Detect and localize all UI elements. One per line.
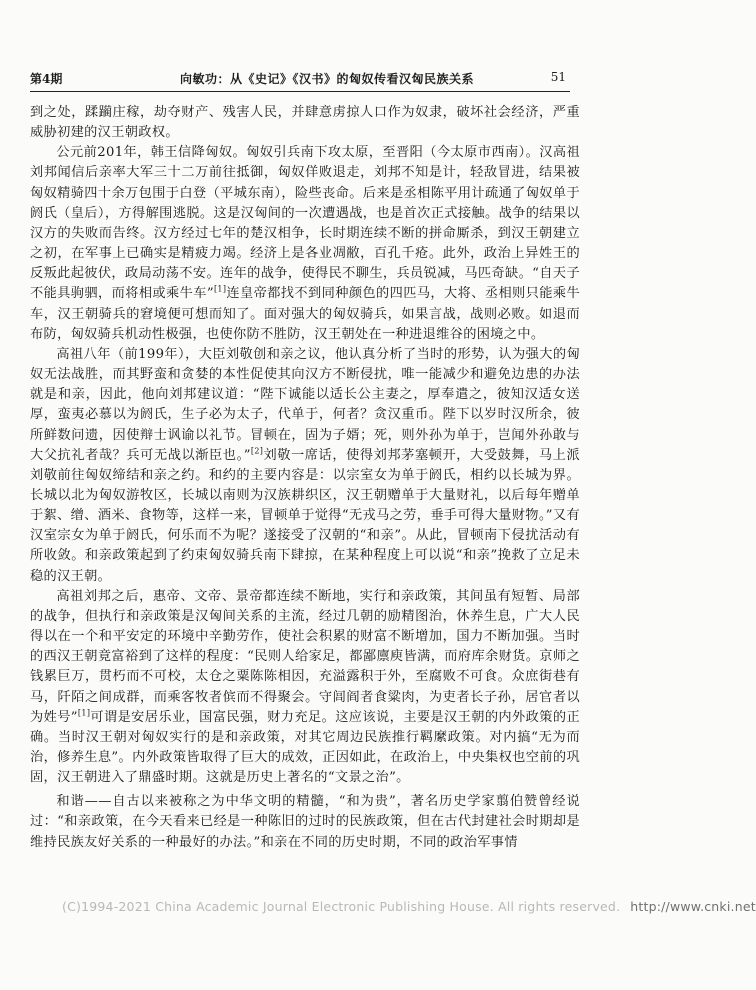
issue-label: 第4期 xyxy=(30,72,63,86)
header-rule xyxy=(30,91,570,92)
paragraph-text: 连皇帝都找不到同种颜色的四匹马，大将、丞相则只能乘牛车，汉王朝骑兵的窘境便可想而知了。面对强大的匈奴骑兵，如果言战，战则必败。如退而布防，匈奴骑兵机动性极强，也使你防不胜防，汉王朝处在一种进退维谷的困境之中。 xyxy=(30,286,580,342)
copyright-footer xyxy=(62,899,756,914)
citation-marker: [1] xyxy=(77,708,91,718)
body-paragraph xyxy=(30,345,580,587)
running-title: 向敏功：从《史记》《汉书》的匈奴传看汉匈民族关系 xyxy=(180,72,475,86)
body-paragraph xyxy=(30,587,580,789)
cnki-link[interactable]: http://www.cnki.net xyxy=(630,899,756,914)
paragraph-text: 和谐——自古以来被称之为中华文明的精髓，“和为贵”，著名历史学家翦伯赞曾经说过：“和亲政策，在今天看来已经是一种陈旧的过时的民族政策，但在古代封建社会时期却是维持民族友好关系的一种最好的办法。”和亲在不同的历史时期，不同的政治军事情 xyxy=(30,794,580,850)
page-number: 51 xyxy=(550,70,566,84)
citation-marker: [1] xyxy=(213,285,227,295)
citation-marker: [2] xyxy=(250,446,264,456)
paragraph-text: 到之处，蹂躏庄稼，劫夺财产、残害人民，并肆意虏掠人口作为奴隶，破坏社会经济，严重威胁初建的汉王朝政权。 xyxy=(30,105,580,141)
article-body xyxy=(30,103,580,853)
paragraph-text: 高祖刘邦之后，惠帝、文帝、景帝都连续不断地，实行和亲政策，其间虽有短暂、局部的战争，但执行和亲政策是汉匈间关系的主流，经过几朝的励精图治，休养生息，广大人民得以在一个和平安定的环境中辛勤劳作，使社会积累的财富不断增加，国力不断加强。当时的西汉王朝竟富裕到了这样的程度：“民则人给家足，都鄙廪庾皆满，而府库余财货。京师之钱累巨万，贯朽而不可校，太仓之粟陈陈相因，充溢露积于外，至腐败不可食。众庶街巷有马，阡陌之间成群，而乘客牧者傧而不得聚会。守闾阎者食粱肉，为吏者长子孙，居官者以为姓号” xyxy=(30,588,580,725)
paragraph-text: 高祖八年（前199年），大臣刘敬创和亲之议，他认真分析了当时的形势，认为强大的匈奴无法战胜，而其野蛮和贪婪的本性促使其向汉方不断侵扰，唯一能减少和避免边患的办法就是和亲，因此，他向刘邦建议道：“陛下诚能以适长公主妻之，厚奉遣之，彼知汉适女送厚，蛮夷必慕以为阏氏，生子必为太子，代单于，何者？贪汉重币。陛下以岁时汉所余，彼所鲜数问遗，因使辩士讽谕以礼节。冒顿在，固为子婿；死，则外孙为单于，岂闻外孙敢与大父抗礼者哉？兵可无战以渐臣也。” xyxy=(30,346,580,463)
paragraph-text: 刘敬一席话，使得刘邦茅塞顿开，大受鼓舞，马上派刘敬前往匈奴缔结和亲之约。和约的主要内容是：以宗室女为单于阏氏，相约以长城为界。长城以北为匈奴游牧区，长城以南则为汉族耕织区，汉王朝赠单于大量财礼，以后每年赠单于絮、缯、酒米、食物等，这样一来，冒顿单于觉得“无戎马之劳，垂手可得大量财物。”又有汉室宗女为单于阏氏，何乐而不为呢？遂接受了汉朝的“和亲”。从此，冒顿南下侵扰活动有所收敛。和亲政策起到了约束匈奴骑兵南下肆掠，在某种程度上可以说“和亲”挽救了立足未稳的汉王朝。 xyxy=(30,447,580,584)
paragraph-text: 可谓是安居乐业，国富民强，财力充足。这应该说，主要是汉王朝的内外政策的正确。当时汉王朝对匈奴实行的是和亲政策，对其它周边民族推行羁縻政策。对内搞“无为而治，修养生息”。内外政策皆取得了巨大的成效，正因如此，在政治上，中央集权也空前的巩固，汉王朝进入了鼎盛时期。这就是历史上著名的“文景之治”。 xyxy=(30,709,580,786)
body-paragraph xyxy=(30,143,580,345)
paragraph-text: 公元前201年，韩王信降匈奴。匈奴引兵南下攻太原，至晋阳（今太原市西南）。汉高祖刘邦闻信后亲率大军三十二万前往抵御，匈奴佯败退走，刘邦不知是计，轻敌冒进，结果被匈奴精骑四十余万包围于白登（平城东南），险些丧命。后来是丞相陈平用计疏通了匈奴单于阏氏（皇后），方得解围逃脱。这是汉匈间的一次遭遇战，也是首次正式接触。战争的结果以汉方的失败而告终。汉方经过七年的楚汉相争，长时期连续不断的拼命厮杀，到汉王朝建立之初，在军事上已确实是精疲力竭。经济上是各业凋敝，百孔千疮。此外，政治上异姓王的反叛此起彼伏，政局动荡不安。连年的战争，使得民不聊生，兵员锐减，马匹奇缺。“自天子不能具驹驷，而将相或乘牛车” xyxy=(30,145,580,302)
running-header xyxy=(30,70,570,88)
body-paragraph xyxy=(30,103,580,143)
copyright-text: (C)1994-2021 China Academic Journal Electronic Publishing House. All rights reserved. xyxy=(62,899,621,914)
body-paragraph xyxy=(30,792,580,852)
